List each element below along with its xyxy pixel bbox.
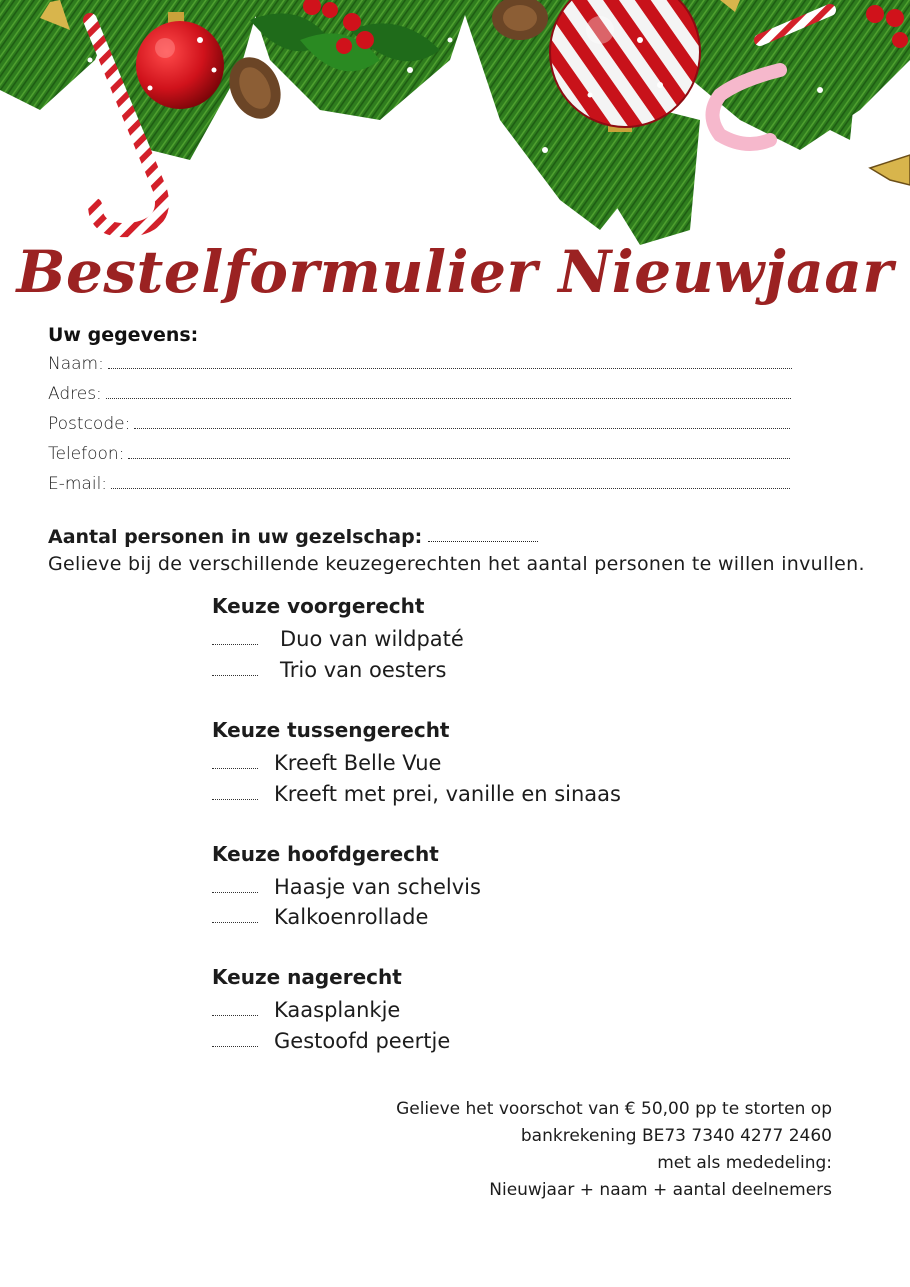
- phone-fill-line[interactable]: [128, 457, 790, 459]
- course-title-intermediate: Keuze tussengerecht: [212, 718, 450, 742]
- payment-line: met als mededeling:: [657, 1153, 832, 1173]
- option-row[interactable]: [212, 656, 446, 682]
- email-field[interactable]: [48, 470, 790, 494]
- email-fill-line[interactable]: [111, 487, 790, 489]
- address-fill-line[interactable]: [106, 397, 791, 399]
- payment-note: [396, 1096, 832, 1204]
- option-label: Haasje van schelvis: [274, 875, 481, 899]
- page-title: Bestelformulier Nieuwjaar: [16, 238, 894, 306]
- option-label: Trio van oesters: [280, 658, 447, 682]
- payment-line: Nieuwjaar + naam + aantal deelnemers: [489, 1180, 832, 1200]
- payment-line: bankrekening BE73 7340 4277 2460: [520, 1126, 832, 1146]
- address-field[interactable]: [48, 380, 791, 404]
- phone-field[interactable]: [48, 440, 790, 464]
- option-label: Kaasplankje: [274, 998, 401, 1022]
- option-row[interactable]: [212, 780, 621, 806]
- quantity-fill-line[interactable]: [212, 922, 258, 923]
- address-label: Adres:: [48, 384, 102, 404]
- party-size-label: Aantal personen in uw gezelschap:: [48, 526, 423, 548]
- name-fill-line[interactable]: [108, 367, 792, 369]
- postcode-field[interactable]: [48, 410, 790, 434]
- phone-label: Telefoon:: [48, 444, 125, 464]
- option-row[interactable]: [212, 903, 428, 929]
- option-row[interactable]: [212, 1027, 450, 1053]
- course-title-dessert: Keuze nagerecht: [212, 965, 402, 989]
- option-label: Kreeft Belle Vue: [274, 751, 442, 775]
- details-heading: Uw gegevens:: [48, 324, 199, 346]
- name-field[interactable]: [48, 350, 792, 374]
- christmas-decoration: [0, 0, 910, 250]
- option-label: Kalkoenrollade: [274, 905, 429, 929]
- postcode-label: Postcode:: [48, 414, 131, 434]
- course-title-main: Keuze hoofdgerecht: [212, 842, 439, 866]
- quantity-fill-line[interactable]: [212, 892, 258, 893]
- quantity-fill-line[interactable]: [212, 644, 258, 645]
- quantity-fill-line[interactable]: [212, 1015, 258, 1016]
- payment-line: Gelieve het voorschot van € 50,00 pp te storten op: [396, 1099, 832, 1119]
- quantity-fill-line[interactable]: [212, 1046, 258, 1047]
- option-row[interactable]: [212, 873, 481, 899]
- instruction-text: Gelieve bij de verschillende keuzegerechten het aantal personen te willen invullen.: [48, 553, 865, 575]
- option-row[interactable]: [212, 625, 464, 651]
- course-title-starter: Keuze voorgerecht: [212, 594, 425, 618]
- option-label: Kreeft met prei, vanille en sinaas: [274, 782, 621, 806]
- name-label: Naam:: [48, 354, 104, 374]
- option-row[interactable]: [212, 749, 441, 775]
- email-label: E-mail:: [48, 474, 108, 494]
- party-size-fill-line[interactable]: [428, 541, 538, 542]
- postcode-fill-line[interactable]: [134, 427, 790, 429]
- quantity-fill-line[interactable]: [212, 799, 258, 800]
- option-label: Duo van wildpaté: [280, 627, 464, 651]
- quantity-fill-line[interactable]: [212, 675, 258, 676]
- quantity-fill-line[interactable]: [212, 768, 258, 769]
- party-size-field[interactable]: [48, 526, 538, 548]
- option-label: Gestoofd peertje: [274, 1029, 451, 1053]
- option-row[interactable]: [212, 996, 400, 1022]
